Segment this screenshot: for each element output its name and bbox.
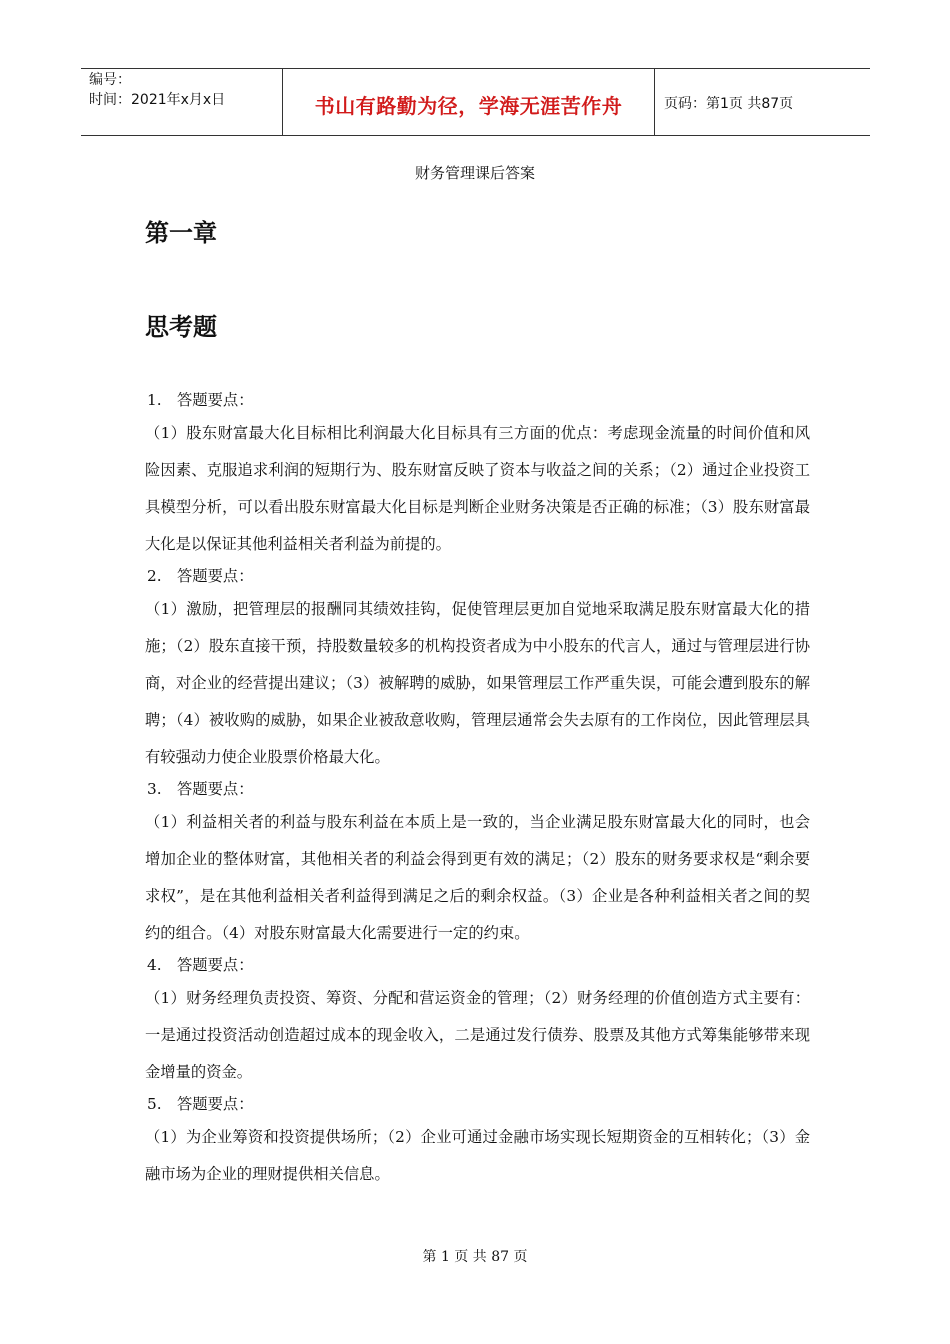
question-label: [145, 561, 810, 591]
question-label-text: 答题要点：: [177, 391, 254, 409]
header-motto-cell: [282, 69, 655, 135]
header-page-cell: [655, 69, 870, 135]
section-heading: 思考题: [145, 313, 217, 341]
question-number: 2.: [147, 567, 162, 585]
question-item: [145, 385, 810, 563]
question-number: 1.: [147, 391, 162, 409]
question-label: [145, 385, 810, 415]
header-page-info: 页码：第1页 共87页: [664, 96, 794, 112]
page-footer: 第 1 页 共 87 页: [422, 1249, 528, 1265]
document-time-label: 时间：2021年x月x日: [89, 92, 226, 108]
question-label-text: 答题要点：: [177, 956, 254, 974]
question-item: [145, 950, 810, 1091]
question-label-text: 答题要点：: [177, 780, 254, 798]
question-number: 3.: [147, 780, 162, 798]
answer-text: （1）利益相关者的利益与股东利益在本质上是一致的，当企业满足股东财富最大化的同时，也会增加企业的整体财富，其他相关者的利益会得到更有效的满足；（2）股东的财务要求权是“剩余要求权”，是在其他利益相关者利益得到满足之后的剩余权益。（3）企业是各种利益相关者之间的契约的组合。（4）对股东财富最大化需要进行一定的约束。: [145, 813, 810, 942]
answer-text: （1）为企业筹资和投资提供场所；（2）企业可通过金融市场实现长短期资金的互相转化；（3）金融市场为企业的理财提供相关信息。: [145, 1128, 810, 1183]
answer-text: （1）股东财富最大化目标相比利润最大化目标具有三方面的优点：考虑现金流量的时间价值和风险因素、克服追求利润的短期行为、股东财富反映了资本与收益之间的关系；（2）通过企业投资工具模型分析，可以看出股东财富最大化目标是判断企业财务决策是否正确的标准；（3）股东财富最大化是以保证其他利益相关者利益为前提的。: [145, 424, 810, 553]
document-number-label: 编号：: [89, 72, 131, 88]
question-label: [145, 774, 810, 804]
question-label-text: 答题要点：: [177, 1095, 254, 1113]
question-label: [145, 1089, 810, 1119]
answers-list: [145, 385, 810, 1191]
answer-text: （1）财务经理负责投资、筹资、分配和营运资金的管理；（2）财务经理的价值创造方式主要有：一是通过投资活动创造超过成本的现金收入，二是通过发行债券、股票及其他方式筹集能够带来现金增量的资金。: [145, 989, 810, 1081]
document-title: 财务管理课后答案: [414, 164, 535, 182]
question-label: [145, 950, 810, 980]
question-number: 5.: [147, 1095, 162, 1113]
page-header: [81, 68, 870, 136]
header-motto: 书山有路勤为径，学海无涯苦作舟: [314, 93, 623, 118]
question-item: [145, 561, 810, 776]
question-label-text: 答题要点：: [177, 567, 254, 585]
question-item: [145, 1089, 810, 1193]
chapter-heading: 第一章: [145, 219, 217, 247]
question-item: [145, 774, 810, 952]
question-number: 4.: [147, 956, 162, 974]
answer-text: （1）激励，把管理层的报酬同其绩效挂钩，促使管理层更加自觉地采取满足股东财富最大化的措施；（2）股东直接干预，持股数量较多的机构投资者成为中小股东的代言人，通过与管理层进行协商，对企业的经营提出建议；（3）被解聘的威胁，如果管理层工作严重失误，可能会遭到股东的解聘；（4）被收购的威胁，如果企业被敌意收购，管理层通常会失去原有的工作岗位，因此管理层具有较强动力使企业股票价格最大化。: [145, 600, 810, 766]
header-meta-cell: [81, 69, 282, 135]
